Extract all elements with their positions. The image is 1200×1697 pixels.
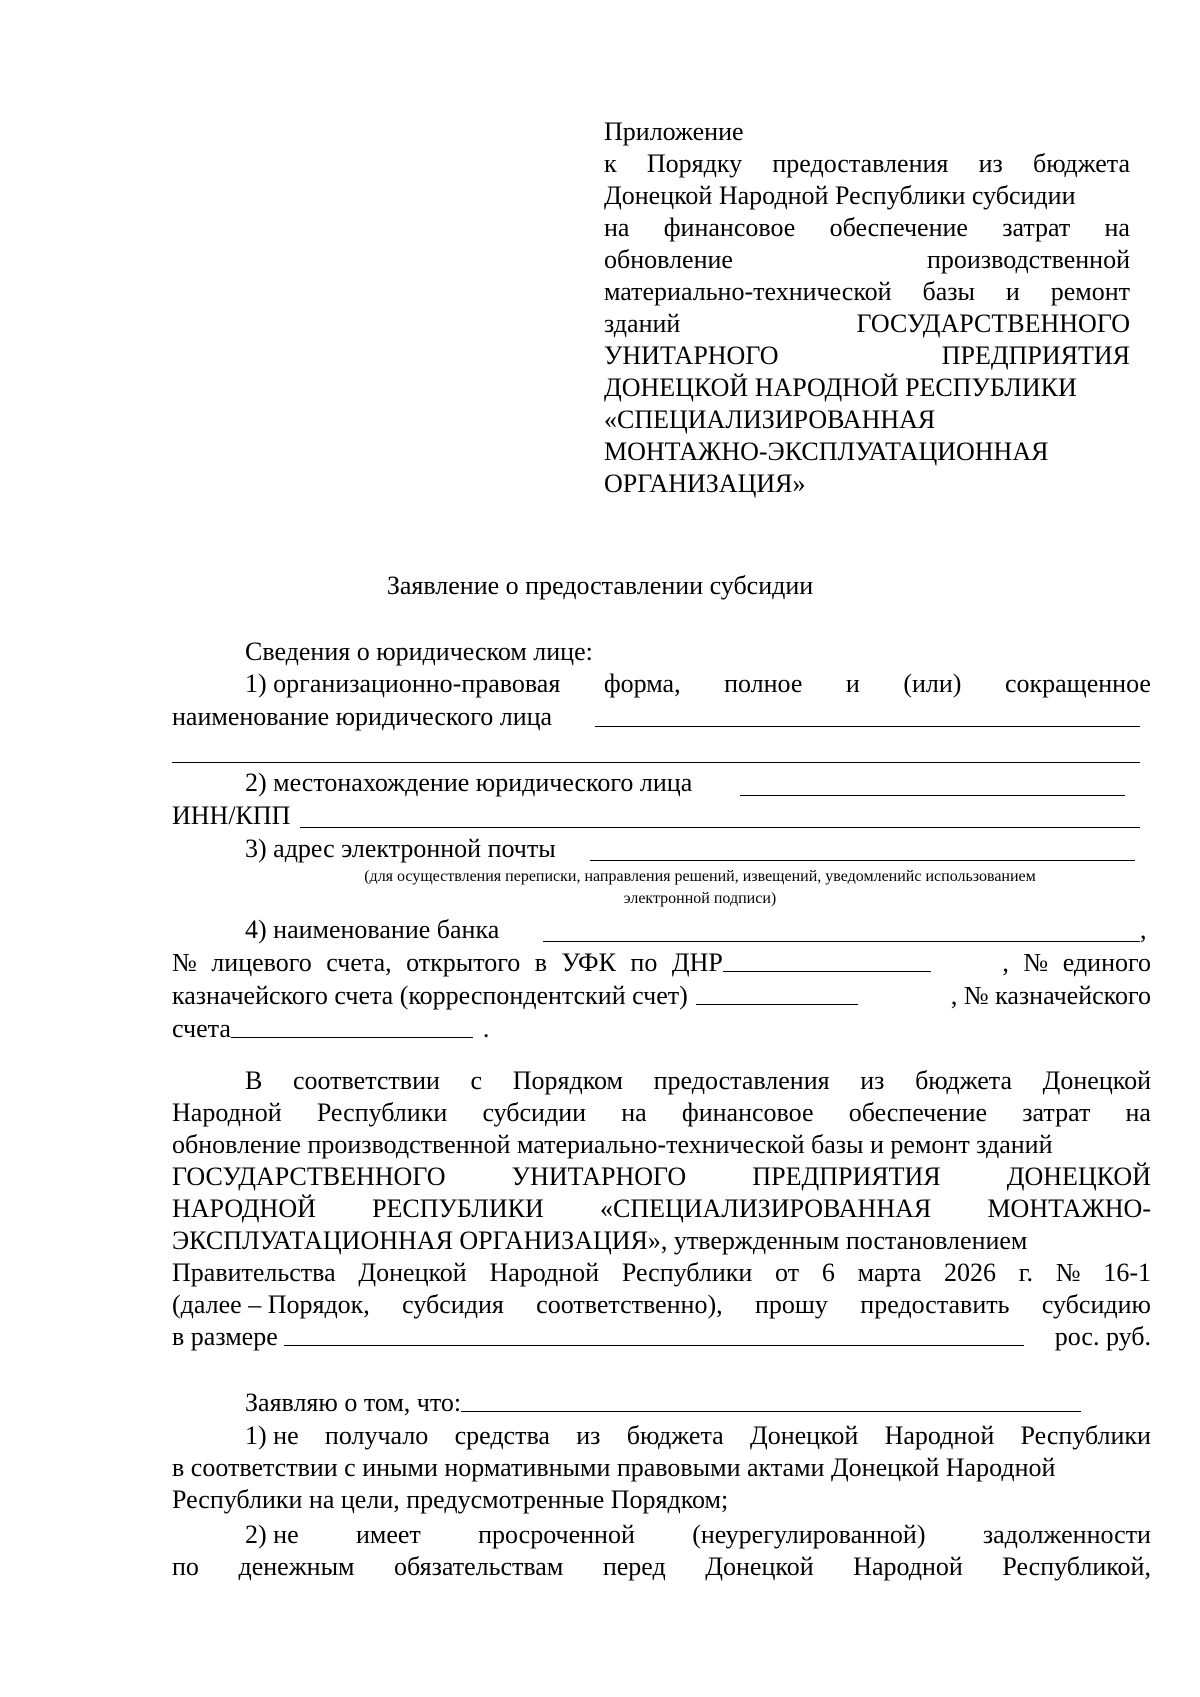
word: 2) не [245, 1520, 299, 1549]
declare-heading: Заявляю о том, что: [245, 1388, 462, 1417]
word: Народной [853, 1552, 963, 1581]
word: Республики [1020, 1421, 1151, 1450]
word: производственной [927, 245, 1130, 274]
d2-line [172, 1519, 1151, 1551]
word: затрат [1002, 213, 1071, 242]
word: Донецкой [705, 1552, 814, 1581]
p1-line [172, 1193, 1151, 1225]
word: Народной [884, 1421, 995, 1450]
word: бюджета [626, 1421, 724, 1450]
word: базы [922, 277, 975, 306]
word: от [775, 1258, 800, 1287]
word: субсидия [402, 1290, 504, 1319]
word: Порядком [512, 1066, 623, 1095]
word: соответственно), [536, 1290, 723, 1319]
word: ГОСУДАРСТВЕННОГО [172, 1162, 446, 1191]
word: из [860, 1066, 885, 1095]
word: задолженности [982, 1520, 1151, 1549]
word: на [1104, 213, 1130, 242]
word: соответствии [292, 1066, 440, 1095]
word: по [172, 1552, 199, 1581]
treasury-account-label: , № казначейского [950, 981, 1151, 1010]
account-last-label: счета [172, 1014, 231, 1043]
d1-line [172, 1452, 1151, 1484]
word: Народной [489, 1258, 600, 1287]
form-heading: Сведения о юридическом лице: [245, 637, 593, 666]
p1-line [172, 1161, 1151, 1193]
inn-label: ИНН/КПП [172, 801, 291, 830]
appendix-line-1: Приложение [604, 117, 744, 146]
appendix-line-5 [604, 244, 1130, 276]
account-label: № лицевого счета, открытого в УФК по ДНР [172, 948, 723, 977]
main-paragraph [172, 1065, 1151, 1321]
word: 1) организационно-правовая [245, 669, 561, 698]
p1-line [172, 1289, 1151, 1321]
word: прошу [755, 1290, 828, 1319]
word: Порядку [646, 149, 743, 178]
appendix-block [604, 116, 1130, 500]
declare-field[interactable] [461, 1387, 1081, 1412]
org-name-field[interactable] [595, 700, 1140, 727]
field-3-label: 3) адрес электронной почты [245, 834, 556, 863]
location-field[interactable] [740, 769, 1125, 796]
single-account-label: , № единого [1002, 948, 1151, 977]
treasury-account-field[interactable] [231, 1013, 473, 1038]
word: «СПЕЦИАЛИЗИРОВАННАЯ [599, 1194, 932, 1223]
field-1-label-cont: наименование юридического лица [172, 702, 553, 731]
word: обновление [604, 245, 733, 274]
word: и [1005, 277, 1020, 306]
word: предоставления [772, 149, 949, 178]
p1-line [172, 1129, 1151, 1161]
treasury-line [172, 980, 1151, 1012]
word: с [470, 1066, 483, 1095]
word: форма, [603, 669, 681, 698]
word: на [621, 1098, 647, 1127]
amount-field[interactable] [284, 1321, 1024, 1346]
word: средства [454, 1421, 550, 1450]
word: ЭКСПЛУАТАЦИОННАЯ ОРГАНИЗАЦИЯ», утвержденным постановлением [172, 1226, 1028, 1255]
word: и [845, 669, 860, 698]
word: имеет [355, 1520, 421, 1549]
word: зданий [604, 309, 681, 338]
word: марта [857, 1258, 922, 1287]
word: ГОСУДАРСТВЕННОГО [856, 309, 1130, 338]
p1-line [172, 1065, 1151, 1097]
account-last-dot: . [482, 1014, 490, 1043]
word: Республики [621, 1258, 753, 1287]
word: полное [724, 669, 803, 698]
word: в соответствии с иными нормативными правовыми актами Донецкой Народной [172, 1453, 1056, 1482]
appendix-line-9: ДОНЕЦКОЙ НАРОДНОЙ РЕСПУБЛИКИ [604, 373, 1077, 402]
word: В [245, 1066, 263, 1095]
bank-name-field[interactable] [543, 915, 1140, 942]
word: обеспечение [829, 213, 968, 242]
word: сокращенное [1004, 669, 1151, 698]
declaration-1 [172, 1420, 1151, 1516]
amount-line [172, 1321, 1151, 1353]
word: предоставления [653, 1066, 830, 1095]
word: Правительства [172, 1258, 336, 1287]
word: на [604, 213, 630, 242]
word: РЕСПУБЛИКИ [372, 1194, 544, 1223]
email-note-line-1: (для осуществления переписки, направления решений, извещений, уведомленийс использованием [364, 868, 1036, 885]
email-field[interactable] [590, 834, 1135, 861]
word: 2026 [944, 1258, 997, 1287]
word: Донецкой [358, 1258, 467, 1287]
word: субсидию [1041, 1290, 1151, 1319]
word: Республикой, [1002, 1552, 1151, 1581]
p1-line [172, 1225, 1151, 1257]
word: финансовое [663, 213, 796, 242]
email-note-line-2: электронной подписи) [623, 890, 777, 907]
p1-line [172, 1257, 1151, 1289]
declare-heading-line [245, 1387, 1081, 1419]
word: обязательствам [394, 1552, 564, 1581]
field-2-label: 2) местонахождение юридического лица [245, 768, 693, 797]
word: бюджета [915, 1066, 1013, 1095]
appendix-line-3: Донецкой Народной Республики субсидии [604, 181, 1076, 210]
word: Донецкой [1042, 1066, 1151, 1095]
word: Донецкой [749, 1421, 859, 1450]
word: 6 [821, 1258, 835, 1287]
word: денежным [238, 1552, 355, 1581]
word: затрат [1022, 1098, 1091, 1127]
word: получало [324, 1421, 429, 1450]
d1-line [172, 1420, 1151, 1452]
field-4-label: 4) наименование банка [245, 915, 500, 944]
word: ПРЕДПРИЯТИЯ [941, 341, 1130, 370]
word: г. [1018, 1258, 1033, 1287]
word: УНИТАРНОГО [604, 341, 779, 370]
word: материально-технической [604, 277, 892, 306]
appendix-line-10: «СПЕЦИАЛИЗИРОВАННАЯ [604, 405, 936, 434]
inn-kpp-field[interactable] [300, 801, 1140, 828]
email-note [265, 866, 1135, 910]
d2-line [172, 1551, 1151, 1583]
appendix-line-8 [604, 340, 1130, 372]
field-1-line [245, 668, 1151, 700]
appendix-line-12: ОРГАНИЗАЦИЯ» [604, 469, 806, 498]
word: к [604, 149, 617, 178]
p1-line [172, 1097, 1151, 1129]
word: Республики [316, 1098, 448, 1127]
word: на [1125, 1098, 1151, 1127]
d1-last-line: Республики на цели, предусмотренные Порядком; [172, 1485, 729, 1514]
word: № [1055, 1258, 1081, 1287]
appendix-line-2 [604, 148, 1130, 180]
account-last-line [172, 1013, 489, 1045]
word: 16-1 [1103, 1258, 1151, 1287]
amount-label: в размере [172, 1322, 278, 1351]
currency-label: рос. руб. [1054, 1322, 1151, 1351]
word: ремонт [1050, 277, 1130, 306]
word: ПРЕДПРИЯТИЯ [752, 1162, 941, 1191]
word: (или) [903, 669, 962, 698]
word: субсидии [482, 1098, 587, 1127]
declaration-2 [172, 1519, 1151, 1583]
word: предоставить [860, 1290, 1010, 1319]
word: УНИТАРНОГО [511, 1162, 687, 1191]
word: просроченной [478, 1520, 635, 1549]
word: (неурегулированной) [692, 1520, 926, 1549]
personal-account-field[interactable] [723, 947, 931, 972]
bank-name-comma: , [1140, 915, 1147, 944]
word: 1) не [245, 1421, 299, 1450]
account-line [172, 947, 1151, 979]
word: бюджета [1033, 149, 1130, 178]
appendix-line-6 [604, 276, 1130, 308]
word: ДОНЕЦКОЙ [1006, 1162, 1151, 1191]
word: обеспечение [848, 1098, 988, 1127]
word: (далее – Порядок, [172, 1290, 370, 1319]
word: финансовое [681, 1098, 814, 1127]
word: обновление производственной материально-технической базы и ремонт зданий [172, 1130, 1053, 1159]
correspondent-account-field[interactable] [696, 980, 858, 1005]
word: из [978, 149, 1003, 178]
appendix-line-4 [604, 212, 1130, 244]
word: перед [602, 1552, 666, 1581]
word: МОНТАЖНО- [987, 1194, 1151, 1223]
appendix-line-11: МОНТАЖНО-ЭКСПЛУАТАЦИОННАЯ [604, 437, 1049, 466]
org-name-field-cont[interactable] [172, 736, 1140, 763]
treasury-label: казначейского счета (корреспондентский счет) [172, 981, 688, 1010]
appendix-line-7 [604, 308, 1130, 340]
word: Народной [172, 1098, 282, 1127]
word: из [576, 1421, 601, 1450]
document-title: Заявление о предоставлении субсидии [386, 571, 814, 600]
word: НАРОДНОЙ [172, 1194, 316, 1223]
